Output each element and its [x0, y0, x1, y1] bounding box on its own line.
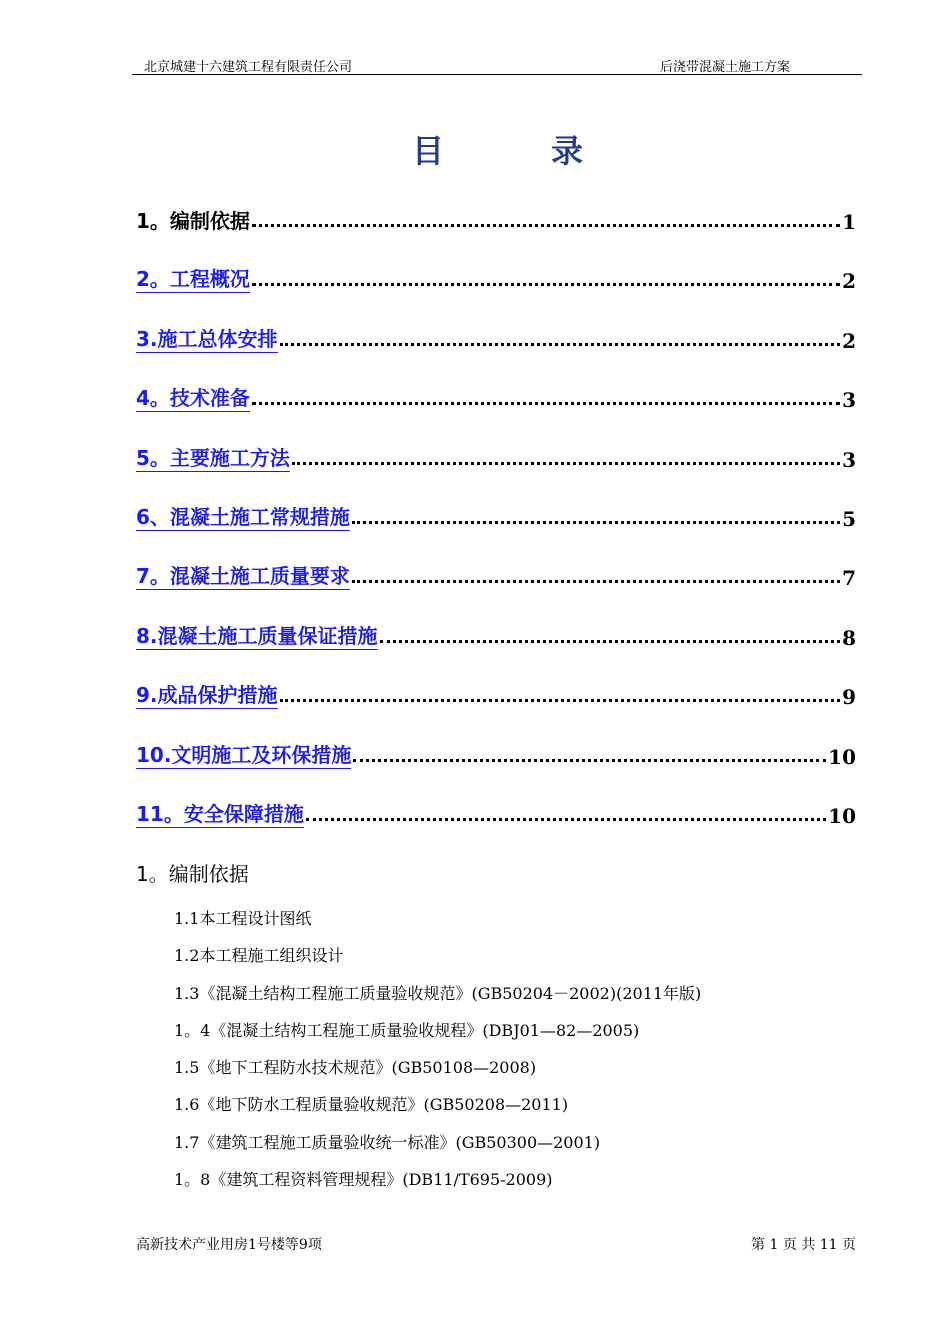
toc-entry-page: 1 [842, 210, 856, 234]
header-doc-title: 后浇带混凝土施工方案 [660, 60, 791, 75]
toc-leader-dots [352, 580, 840, 583]
toc-entry-label[interactable]: 2。工程概况 [136, 263, 250, 293]
list-item: 1.7《建筑工程施工质量验收统一标准》(GB50300—2001) [174, 1132, 601, 1152]
toc-entry-label[interactable]: 4。技术准备 [136, 382, 250, 412]
toc-entry[interactable] [136, 677, 856, 736]
toc-entry-label[interactable]: 11。安全保障措施 [136, 798, 304, 828]
toc-entry[interactable] [136, 440, 856, 499]
toc-entry[interactable] [136, 380, 856, 439]
toc-entry-page: 3 [842, 447, 856, 472]
toc-entry-label[interactable]: 3.施工总体安排 [136, 323, 278, 353]
toc-title-char-2: 录 [551, 132, 584, 170]
footer-page-info: 第 1 页 共 11 页 [751, 1237, 856, 1253]
toc-leader-dots [280, 343, 841, 346]
list-item: 1.6《地下防水工程质量验收规范》(GB50208—2011) [174, 1095, 569, 1115]
reference-list [174, 906, 874, 1204]
section-heading: 1。编制依据 [136, 862, 249, 886]
toc-entry-label: 1。编制依据 [136, 209, 250, 233]
page-header [132, 56, 862, 75]
toc-entry-label[interactable]: 7。混凝土施工质量要求 [136, 560, 350, 590]
toc-entry-page: 2 [842, 269, 856, 294]
toc-entry[interactable] [136, 618, 856, 677]
list-item: 1.2本工程施工组织设计 [174, 946, 344, 966]
toc-leader-dots [252, 283, 840, 286]
list-item: 1.5《地下工程防水技术规范》(GB50108—2008) [174, 1058, 537, 1078]
toc-entry[interactable] [136, 737, 856, 796]
table-of-contents [136, 202, 856, 855]
toc-leader-dots [380, 640, 841, 643]
toc-title-char-1: 目 [412, 132, 445, 170]
toc-leader-dots [292, 462, 840, 465]
toc-entry-page: 9 [842, 685, 856, 710]
toc-entry-page: 8 [842, 625, 856, 650]
toc-entry-page: 5 [842, 506, 856, 531]
toc-entry-label[interactable]: 9.成品保护措施 [136, 679, 278, 709]
toc-entry-page: 2 [842, 328, 856, 353]
toc-leader-dots [252, 224, 840, 227]
toc-entry[interactable] [136, 321, 856, 380]
toc-title [0, 126, 950, 174]
toc-entry-page: 10 [828, 744, 856, 769]
toc-leader-dots [280, 699, 841, 702]
toc-entry-label[interactable]: 10.文明施工及环保措施 [136, 739, 351, 769]
toc-entry[interactable] [136, 261, 856, 320]
toc-entry-label[interactable]: 8.混凝土施工质量保证措施 [136, 620, 378, 650]
list-item: 1.1本工程设计图纸 [174, 909, 312, 928]
list-item: 1。8《建筑工程资料管理规程》(DB11/T695-2009) [174, 1170, 553, 1190]
toc-leader-dots [306, 818, 826, 821]
toc-leader-dots [353, 759, 826, 762]
toc-entry[interactable] [136, 499, 856, 558]
header-company: 北京城建十六建筑工程有限责任公司 [144, 60, 353, 75]
list-item: 1.3《混凝土结构工程施工质量验收规范》(GB50204－2002)(2011年版) [174, 983, 702, 1003]
list-item: 1。4《混凝土结构工程施工质量验收规程》(DBJ01—82—2005) [174, 1020, 640, 1040]
toc-entry[interactable] [136, 558, 856, 617]
toc-entry-page: 7 [842, 566, 856, 591]
toc-entry-page: 3 [842, 388, 856, 413]
toc-entry-label[interactable]: 5。主要施工方法 [136, 442, 290, 472]
toc-entry[interactable] [136, 796, 856, 855]
toc-entry-label[interactable]: 6、混凝土施工常规措施 [136, 501, 350, 531]
footer-project: 高新技术产业用房1号楼等9项 [136, 1237, 322, 1253]
toc-leader-dots [352, 521, 840, 524]
toc-entry-page: 10 [828, 803, 856, 828]
toc-entry [136, 202, 856, 261]
toc-leader-dots [252, 402, 840, 405]
